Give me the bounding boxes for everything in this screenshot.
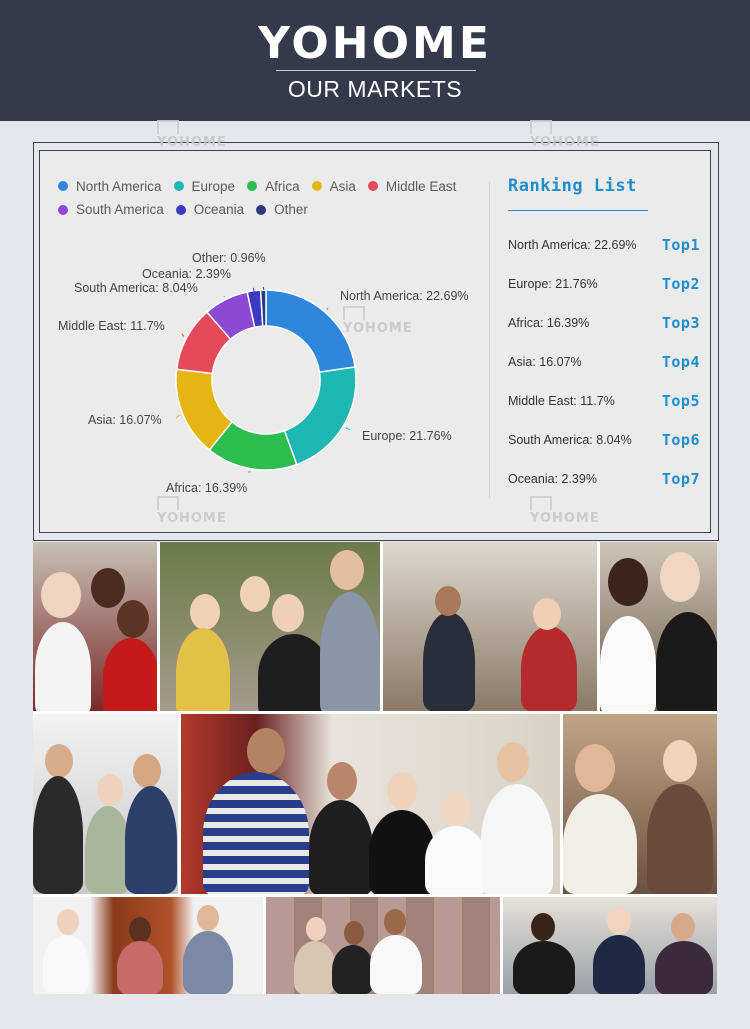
ranking-row	[508, 353, 700, 373]
donut-chart	[40, 240, 480, 510]
slice-label: Africa: 16.39%	[166, 481, 248, 495]
watermark-logo: YOHOME	[530, 120, 600, 150]
customer-photo	[563, 714, 717, 894]
ranking-tag: Top7	[661, 470, 700, 488]
slice-label: Asia: 16.07%	[88, 413, 162, 427]
donut-slice[interactable]	[284, 367, 356, 465]
slice-label: North America: 22.69%	[340, 289, 469, 303]
ranking-row	[508, 470, 700, 490]
legend-swatch	[58, 181, 68, 191]
legend-item[interactable]	[368, 179, 457, 194]
legend-swatch	[247, 181, 257, 191]
ranking-title: Ranking List	[508, 176, 637, 196]
legend-label: South America	[76, 202, 164, 217]
customer-photo	[266, 897, 500, 994]
legend-swatch	[176, 205, 186, 215]
customer-photo-grid	[33, 542, 717, 994]
legend-item[interactable]	[256, 202, 308, 217]
customer-photo	[33, 897, 263, 994]
legend-item[interactable]	[58, 202, 164, 217]
ranking-label: Asia: 16.07%	[508, 355, 582, 369]
ranking-label: Europe: 21.76%	[508, 277, 598, 291]
legend-label: Asia	[329, 178, 356, 194]
legend-item[interactable]	[174, 179, 236, 194]
legend-swatch	[312, 181, 322, 191]
chart-legend	[58, 178, 488, 225]
watermark-logo: YOHOME	[157, 120, 227, 150]
legend-label: Middle East	[385, 178, 457, 194]
ranking-tag: Top3	[661, 314, 700, 332]
customer-photo	[33, 714, 178, 894]
customer-photo	[383, 542, 597, 711]
customer-photo	[181, 714, 560, 894]
slice-leader-line	[253, 288, 254, 292]
slice-label: Oceania: 2.39%	[142, 267, 231, 281]
brand-logo: YOHOME	[258, 18, 492, 69]
ranking-row	[508, 431, 700, 451]
ranking-tag: Top4	[661, 353, 700, 371]
ranking-label: Middle East: 11.7%	[508, 394, 615, 408]
slice-leader-line	[182, 334, 184, 336]
ranking-row	[508, 392, 700, 412]
customer-photo	[600, 542, 717, 711]
slice-label: Europe: 21.76%	[362, 429, 452, 443]
legend-item[interactable]	[176, 202, 244, 217]
legend-swatch	[368, 181, 378, 191]
legend-label: Africa	[265, 178, 300, 194]
ranking-underline	[508, 210, 648, 211]
legend-item[interactable]	[58, 179, 162, 194]
watermark-logo: YOHOME	[530, 496, 600, 526]
ranking-row	[508, 236, 700, 256]
legend-swatch	[174, 181, 184, 191]
ranking-label: Africa: 16.39%	[508, 316, 590, 330]
ranking-tag: Top2	[661, 275, 700, 293]
slice-label: Other: 0.96%	[192, 251, 266, 265]
ranking-label: South America: 8.04%	[508, 433, 632, 447]
ranking-label: North America: 22.69%	[508, 238, 637, 252]
slice-leader-line	[176, 415, 180, 418]
ranking-row	[508, 314, 700, 334]
slice-label: South America: 8.04%	[74, 281, 198, 295]
watermark-logo: YOHOME	[343, 306, 413, 336]
page-title: OUR MARKETS	[287, 76, 463, 102]
customer-photo	[160, 542, 380, 711]
ranking-tag: Top5	[661, 392, 700, 410]
ranking-row	[508, 275, 700, 295]
legend-item[interactable]	[312, 179, 356, 194]
brand-divider	[276, 70, 476, 71]
ranking-label: Oceania: 2.39%	[508, 472, 597, 486]
customer-photo	[33, 542, 157, 711]
legend-label: Other	[274, 202, 308, 217]
legend-swatch	[256, 205, 266, 215]
slice-leader-line	[327, 308, 328, 310]
ranking-tag: Top1	[661, 236, 700, 254]
legend-label: North America	[76, 178, 162, 194]
slice-label: Middle East: 11.7%	[58, 319, 165, 333]
chart-divider	[489, 182, 490, 498]
legend-label: Europe	[191, 178, 236, 194]
legend-label: Oceania	[193, 202, 245, 217]
customer-photo	[503, 897, 717, 994]
legend-item[interactable]	[247, 179, 300, 194]
header-banner	[0, 0, 750, 121]
slice-leader-line	[346, 428, 350, 430]
legend-swatch	[58, 205, 68, 215]
ranking-tag: Top6	[661, 431, 700, 449]
watermark-logo: YOHOME	[157, 496, 227, 526]
